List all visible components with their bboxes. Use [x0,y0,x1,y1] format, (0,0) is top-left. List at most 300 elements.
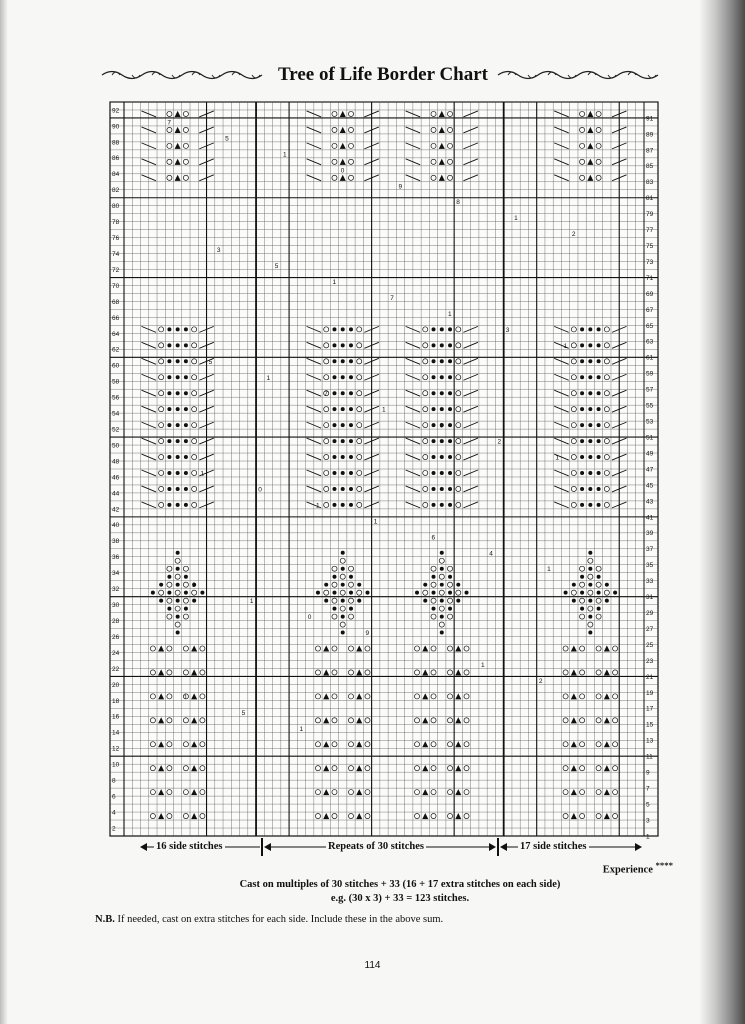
bobble-symbol [580,575,584,579]
stitch-count-number: 1 [249,598,254,606]
bobble-symbol [184,439,188,443]
bobble-symbol [440,551,444,555]
bobble-symbol [341,487,345,491]
stitch-count-indicators [140,838,660,856]
bobble-symbol [332,455,336,459]
bobble-symbol [597,423,601,427]
bobble-symbol [341,503,345,507]
bobble-symbol [580,327,584,331]
bobble-symbol [588,407,592,411]
bobble-symbol [588,471,592,475]
bobble-symbol [167,391,171,395]
right-row-number: 91 [646,115,654,123]
bobble-symbol [440,407,444,411]
bobble-symbol [332,471,336,475]
right-row-number: 53 [646,418,654,426]
bobble-symbol [192,599,196,603]
stitch-count-number: 1 [382,406,386,414]
bobble-symbol [440,391,444,395]
knitting-chart-grid [110,102,658,841]
right-row-number: 11 [646,753,653,761]
right-row-number: 71 [646,274,654,282]
bobble-symbol [167,471,171,475]
right-row-number: 13 [646,737,654,745]
bobble-symbol [580,407,584,411]
bobble-symbol [176,631,180,635]
bobble-symbol [580,503,584,507]
bobble-symbol [448,359,452,363]
bobble-symbol [184,575,188,579]
stitch-count-number: 1 [200,470,205,478]
left-row-number: 22 [112,665,120,673]
bobble-symbol [432,423,436,427]
left-row-number: 52 [112,426,120,434]
stitch-count-number: 9 [365,630,370,638]
bobble-symbol [332,407,336,411]
bobble-symbol [341,551,345,555]
bobble-symbol [184,407,188,411]
bobble-symbol [349,423,353,427]
left-row-number: 16 [112,713,120,721]
right-row-number: 47 [646,466,654,474]
right-row-number: 63 [646,338,654,346]
left-row-number: 78 [112,219,120,227]
bobble-symbol [365,591,369,595]
stitch-count-number: 2 [538,677,543,685]
bobble-symbol [423,599,427,603]
stitch-count-number: 1 [266,374,271,382]
bobble-symbol [597,391,601,395]
bobble-symbol [432,591,436,595]
bobble-symbol [332,591,336,595]
bobble-symbol [440,359,444,363]
bobble-symbol [448,343,452,347]
bobble-symbol [176,487,180,491]
stitch-count-number: 3 [216,247,221,255]
bobble-symbol [432,391,436,395]
left-row-number: 20 [112,681,120,689]
right-row-number: 69 [646,290,654,298]
bobble-symbol [588,487,592,491]
bobble-symbol [605,599,609,603]
bobble-symbol [167,607,171,611]
bobble-symbol [176,407,180,411]
bobble-symbol [349,591,353,595]
bobble-symbol [448,423,452,427]
stitch-count-number: 1 [183,693,188,701]
bobble-symbol [432,327,436,331]
left-row-number: 10 [112,761,120,769]
experience-label: Experience [602,864,653,876]
right-row-number: 25 [646,641,654,649]
bobble-symbol [176,471,180,475]
right-row-number: 21 [646,673,654,681]
right-row-number: 43 [646,498,654,506]
bobble-symbol [341,391,345,395]
bobble-symbol [349,487,353,491]
left-row-number: 32 [112,586,120,594]
bobble-symbol [176,343,180,347]
bobble-symbol [588,631,592,635]
stitch-count-number: 0 [307,614,312,622]
stitch-count-number: 1 [481,661,485,669]
left-row-number: 28 [112,617,120,625]
stitch-count-number: 0 [340,167,345,175]
bobble-symbol [456,599,460,603]
bobble-symbol [448,591,452,595]
bobble-symbol [448,375,452,379]
right-row-number: 15 [646,721,654,729]
bobble-symbol [184,343,188,347]
bobble-symbol [580,359,584,363]
stitch-count-number: 0 [258,486,262,494]
bobble-symbol [432,407,436,411]
bobble-symbol [440,615,444,619]
chart-header [88,62,678,88]
left-row-number: 60 [112,362,120,370]
stitch-count-number: 7 [324,390,328,398]
right-row-number: 77 [646,227,654,235]
bobble-symbol [613,591,617,595]
bobble-symbol [415,591,419,595]
bobble-symbol [349,455,353,459]
bobble-symbol [324,599,328,603]
stitch-count-number: 1 [282,151,287,159]
bobble-symbol [588,343,592,347]
bobble-symbol [167,359,171,363]
left-row-number: 58 [112,378,120,386]
bobble-symbol [184,471,188,475]
bobble-symbol [167,487,171,491]
bobble-symbol [341,583,345,587]
right-row-number: 33 [646,578,654,586]
bobble-symbol [349,359,353,363]
knitting-chart [110,102,658,841]
bobble-symbol [572,583,576,587]
bobble-symbol [448,471,452,475]
left-row-number: 74 [112,250,120,258]
page-binding-shadow [699,0,745,1024]
left-row-number: 6 [112,793,116,801]
cast-on-instructions [140,878,660,906]
bobble-symbol [176,423,180,427]
bobble-symbol [167,375,171,379]
cast-on-line-2: e.g. (30 x 3) + 33 = 123 stitches. [330,893,470,904]
bobble-symbol [176,439,180,443]
right-row-number: 85 [646,163,654,171]
right-row-number: 83 [646,179,654,187]
bobble-symbol [432,359,436,363]
bobble-symbol [440,455,444,459]
bobble-symbol [184,423,188,427]
bobble-symbol [349,439,353,443]
bobble-symbol [423,583,427,587]
bobble-symbol [448,439,452,443]
bobble-symbol [349,391,353,395]
stitch-count-number: 1 [299,725,304,733]
bobble-symbol [341,327,345,331]
bobble-symbol [357,599,361,603]
left-row-number: 90 [112,123,120,131]
left-row-number: 62 [112,346,120,354]
left-row-number: 80 [112,203,120,211]
bobble-symbol [564,591,568,595]
bobble-symbol [349,575,353,579]
bobble-symbol [580,423,584,427]
stitch-count-number: 9 [398,183,403,191]
stitch-count-number: 2 [571,231,576,239]
right-row-number: 1 [646,833,650,841]
bobble-symbol [341,471,345,475]
bobble-symbol [167,455,171,459]
left-row-number: 12 [112,745,120,753]
left-side-stitches-label: 16 side stitches [156,841,223,852]
bobble-symbol [440,439,444,443]
bobble-symbol [597,503,601,507]
bobble-symbol [341,359,345,363]
stitch-count-number: 1 [514,215,518,223]
left-row-number: 42 [112,506,120,514]
bobble-symbol [151,591,155,595]
left-row-number: 84 [112,171,120,179]
right-row-number: 67 [646,306,654,314]
bobble-symbol [588,615,592,619]
note-block [95,914,675,925]
bobble-symbol [176,359,180,363]
bobble-symbol [432,343,436,347]
right-row-number: 89 [646,131,654,139]
right-row-number: 19 [646,689,654,697]
bobble-symbol [440,503,444,507]
right-row-number: 57 [646,386,654,394]
left-row-number: 50 [112,442,120,450]
bobble-symbol [167,503,171,507]
bobble-symbol [580,591,584,595]
stitch-count-number: 1 [448,310,452,318]
left-row-number: 82 [112,187,120,195]
left-row-number: 38 [112,538,120,546]
bobble-symbol [176,583,180,587]
stitch-count-number: 1 [373,518,378,526]
left-row-number: 76 [112,235,120,243]
stitch-count-number: 1 [315,502,320,510]
right-row-number: 29 [646,610,654,618]
bobble-symbol [572,599,576,603]
bobble-symbol [448,327,452,331]
bobble-symbol [176,503,180,507]
stitch-count-number: 6 [431,534,436,542]
stitch-count-number: 3 [505,326,510,334]
bobble-symbol [341,615,345,619]
bobble-symbol [432,503,436,507]
right-row-number: 7 [646,785,650,793]
bobble-symbol [432,607,436,611]
stitch-count-number: 1 [555,454,559,462]
bobble-symbol [332,423,336,427]
bobble-symbol [588,455,592,459]
bobble-symbol [341,407,345,411]
right-row-number: 3 [646,817,650,825]
bobble-symbol [324,583,328,587]
bobble-symbol [597,439,601,443]
right-row-number: 79 [646,211,654,219]
bobble-symbol [588,551,592,555]
bobble-symbol [332,487,336,491]
stitch-count-number: 7 [167,119,172,127]
page-edge-left [0,0,8,1024]
stitch-count-number: 1 [332,279,337,287]
right-row-number: 73 [646,258,654,266]
bobble-symbol [176,599,180,603]
bobble-symbol [440,567,444,571]
bobble-symbol [597,327,601,331]
bobble-symbol [580,607,584,611]
left-row-number: 8 [112,777,116,785]
bobble-symbol [176,375,180,379]
bobble-symbol [349,607,353,611]
right-row-number: 37 [646,546,654,554]
bobble-symbol [597,343,601,347]
bobble-symbol [176,567,180,571]
bobble-symbol [176,615,180,619]
bobble-symbol [357,583,361,587]
right-vine-ornament-icon [496,68,666,82]
bobble-symbol [605,583,609,587]
bobble-symbol [597,471,601,475]
right-row-number: 27 [646,625,654,633]
bobble-symbol [176,391,180,395]
bobble-symbol [440,327,444,331]
bobble-symbol [349,375,353,379]
right-row-number: 5 [646,801,650,809]
right-row-number: 41 [646,514,654,522]
bobble-symbol [341,423,345,427]
bobble-symbol [349,471,353,475]
bobble-symbol [588,375,592,379]
bobble-symbol [448,487,452,491]
bobble-symbol [432,575,436,579]
bobble-symbol [448,503,452,507]
bobble-symbol [332,503,336,507]
bobble-symbol [580,455,584,459]
bobble-symbol [440,631,444,635]
bobble-symbol [332,327,336,331]
experience-stars: **** [655,860,673,870]
stitch-count-number: 5 [241,709,246,717]
right-row-number: 81 [646,195,654,203]
bobble-symbol [341,567,345,571]
bobble-symbol [184,327,188,331]
stitch-count-number: 4 [489,550,493,558]
stitch-count-number: 9 [439,422,444,430]
note-label: N.B. [95,914,115,925]
bobble-symbol [597,455,601,459]
right-row-number: 65 [646,322,654,330]
bobble-symbol [332,375,336,379]
left-row-number: 86 [112,155,120,163]
note-text: If needed, cast on extra stitches for each side. Include these in the above sum. [117,914,444,925]
repeat-stitches-label: Repeats of 30 stitches [328,841,424,852]
left-row-number: 72 [112,266,120,274]
bobble-symbol [597,575,601,579]
bobble-symbol [159,583,163,587]
bobble-symbol [440,487,444,491]
bobble-symbol [580,375,584,379]
bobble-symbol [332,607,336,611]
bobble-symbol [432,455,436,459]
bobble-symbol [341,343,345,347]
bobble-symbol [341,375,345,379]
left-row-number: 64 [112,330,120,338]
bobble-symbol [432,375,436,379]
right-row-number: 9 [646,769,650,777]
bobble-symbol [184,455,188,459]
bobble-symbol [176,455,180,459]
left-row-number: 34 [112,570,120,578]
experience-rating [603,860,673,876]
bobble-symbol [341,631,345,635]
bobble-symbol [465,591,469,595]
bobble-symbol [332,439,336,443]
bobble-symbol [184,359,188,363]
bobble-symbol [200,591,204,595]
stitch-count-number: 1 [423,646,427,654]
stitch-count-number: 3 [192,582,196,590]
bobble-symbol [448,391,452,395]
bobble-symbol [448,607,452,611]
right-row-number: 61 [646,354,654,362]
left-row-number: 54 [112,410,120,418]
left-row-number: 36 [112,554,120,562]
right-row-number: 45 [646,482,654,490]
left-row-number: 68 [112,298,120,306]
bobble-symbol [349,503,353,507]
cast-on-line-1: Cast on multiples of 30 stitches + 33 (16 + 17 extra stitches on each side) [239,879,561,890]
left-row-number: 48 [112,458,120,466]
left-row-number: 4 [112,809,116,817]
bobble-symbol [440,343,444,347]
bobble-symbol [341,439,345,443]
bobble-symbol [176,551,180,555]
bobble-symbol [159,599,163,603]
stitch-count-number: 5 [208,358,213,366]
bobble-symbol [167,327,171,331]
bobble-symbol [588,423,592,427]
right-row-number: 51 [646,434,654,442]
bobble-symbol [184,591,188,595]
bobble-symbol [580,487,584,491]
bobble-symbol [588,439,592,443]
right-row-number: 55 [646,402,654,410]
bobble-symbol [184,607,188,611]
stitch-count-number: 8 [456,199,460,207]
bobble-symbol [349,407,353,411]
stitch-count-number: 5 [225,135,229,143]
stitch-count-number: 2 [497,438,502,446]
bobble-symbol [167,575,171,579]
left-row-number: 92 [112,107,120,115]
bobble-symbol [588,359,592,363]
stitch-count-number: 3 [357,741,361,749]
left-row-number: 56 [112,394,120,402]
bobble-symbol [349,327,353,331]
left-row-number: 30 [112,602,120,610]
bobble-symbol [597,591,601,595]
right-row-number: 23 [646,657,654,665]
right-row-number: 31 [646,594,654,602]
bobble-symbol [167,591,171,595]
bobble-symbol [184,503,188,507]
